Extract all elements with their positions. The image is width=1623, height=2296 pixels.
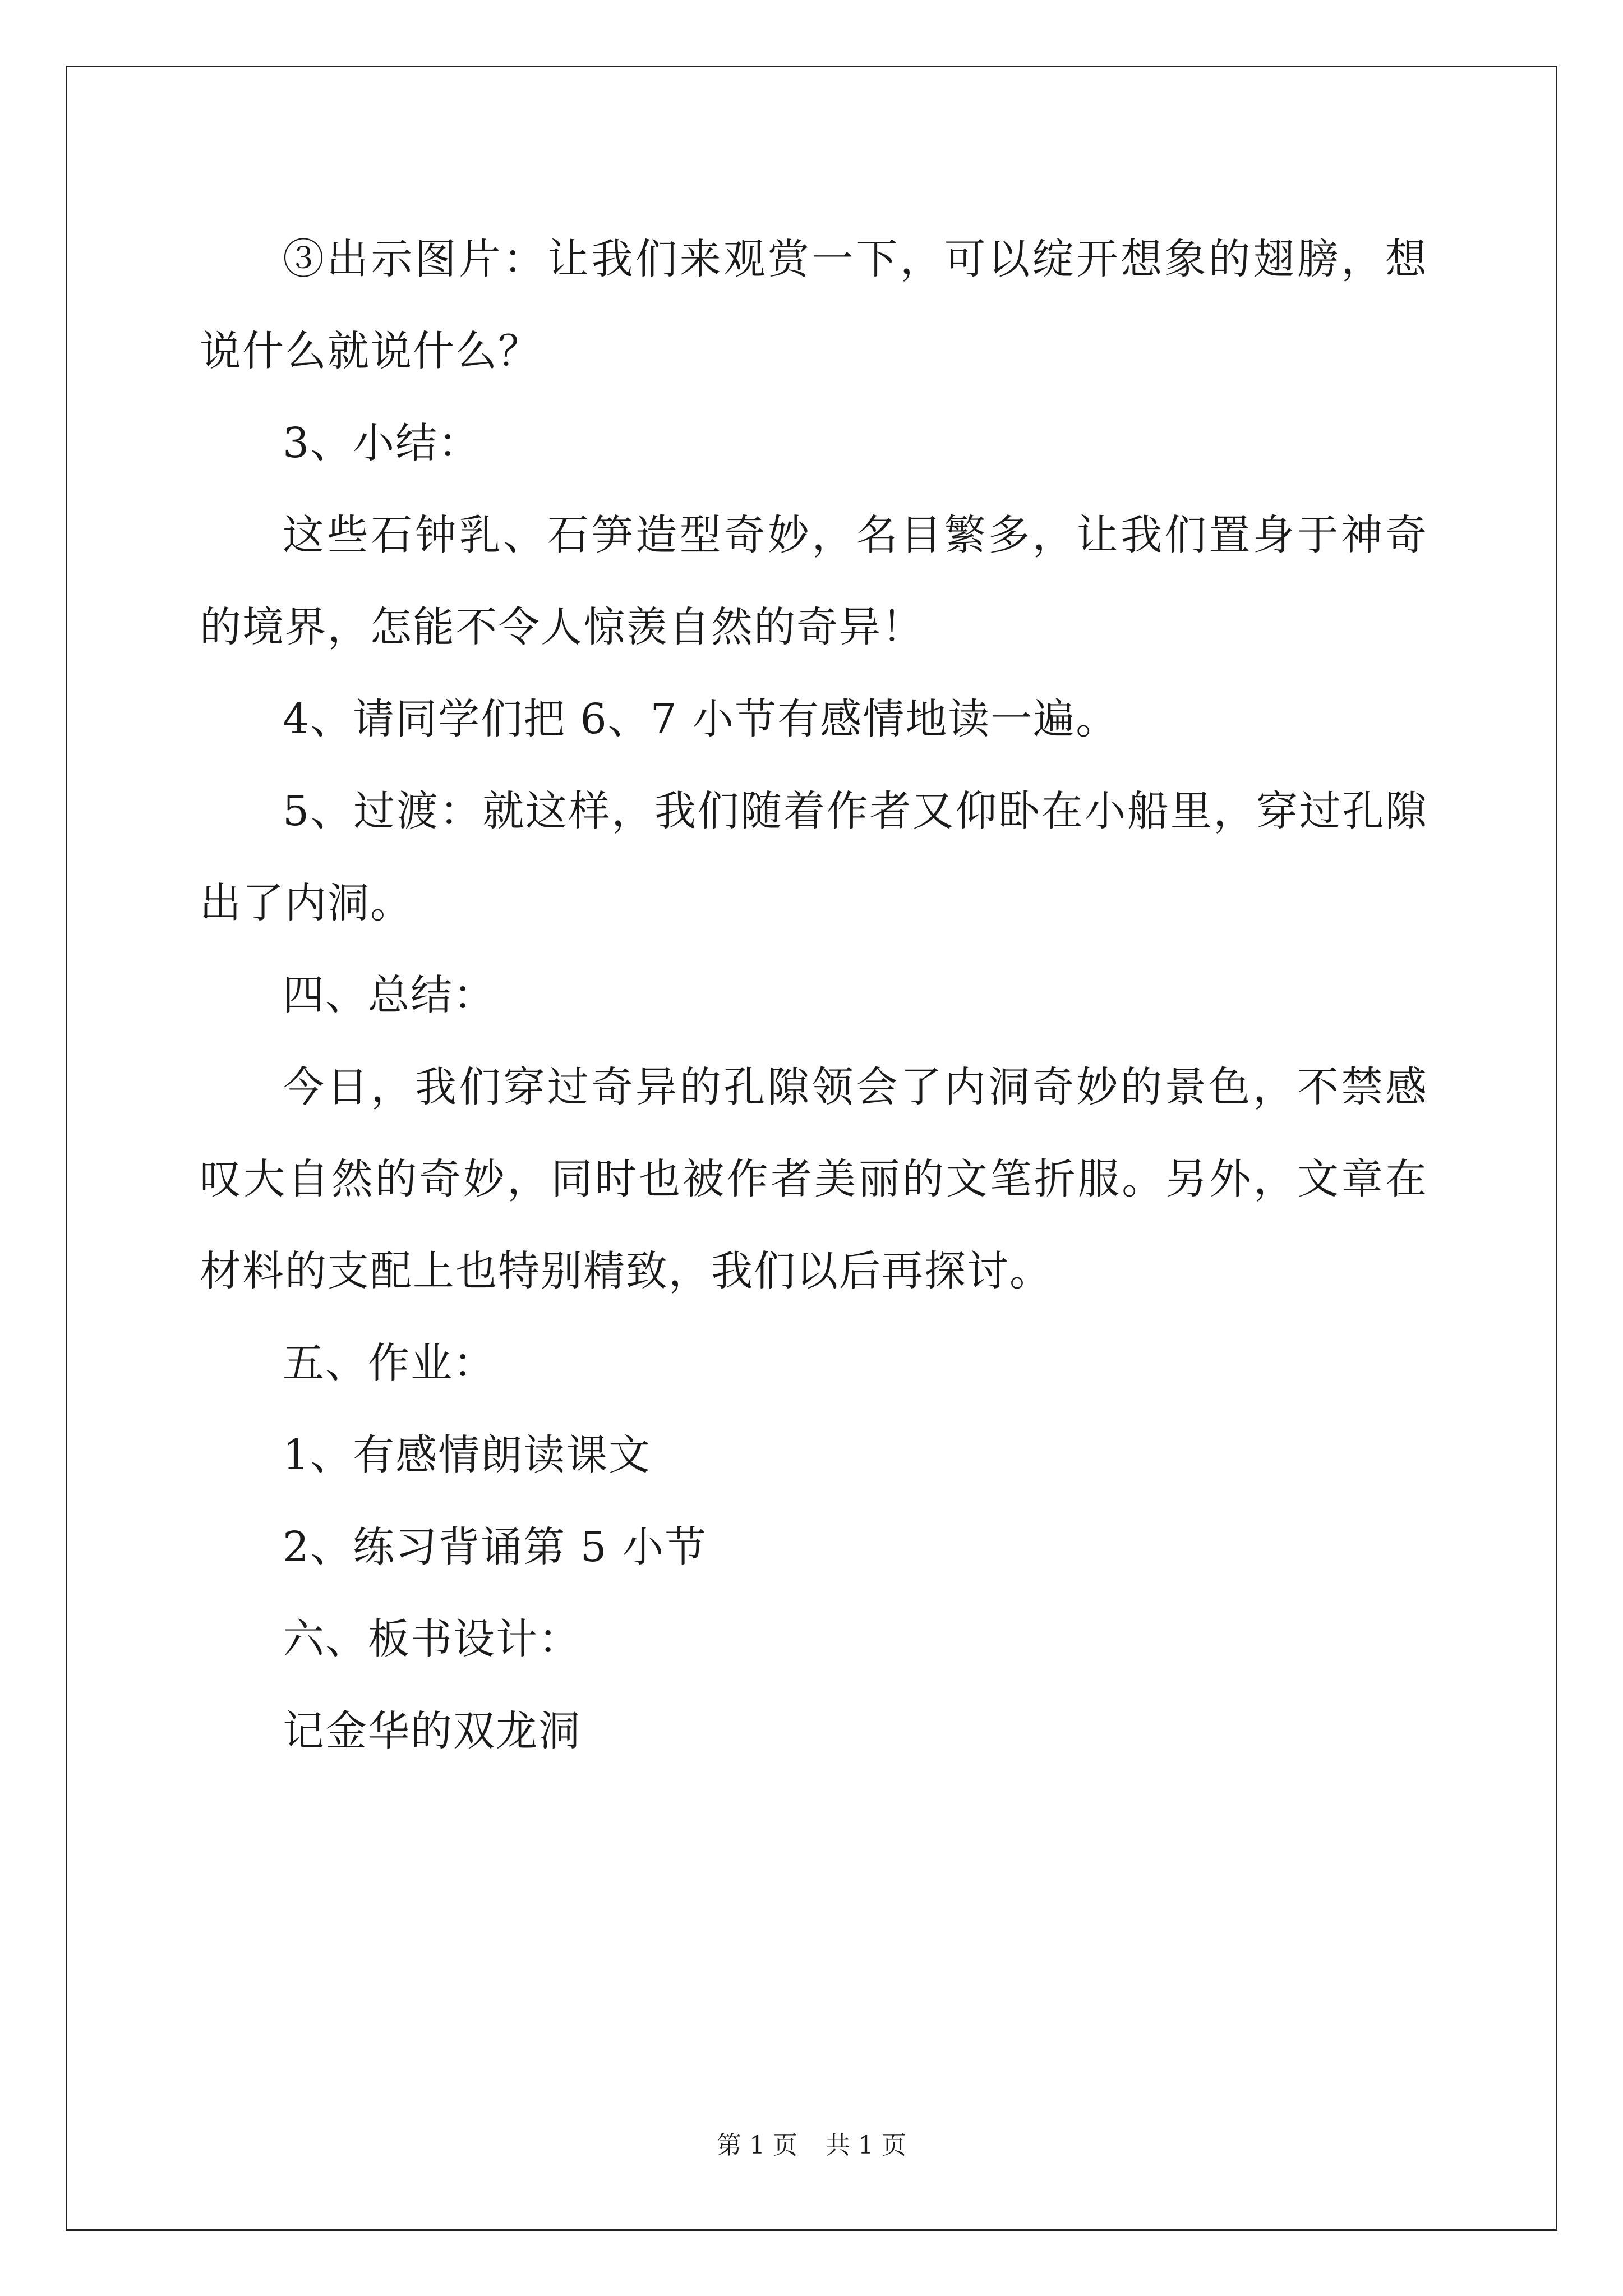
board-design-title: 记金华的双龙洞 <box>283 1707 581 1755</box>
paragraph-conclusion-text: 今日，我们穿过奇异的孔隙领会了内洞奇妙的景色，不禁感叹大自然的奇妙，同时也被作者美丽的文笔折服。另外，文章在材料的支配上也特别精致，我们以后再探讨。 <box>200 1063 1428 1295</box>
paragraph-summary-heading: 3、小结： <box>283 419 481 467</box>
paragraph-transition: 5、过渡：就这样，我们随着作者又仰卧在小船里，穿过孔隙出了内洞。 <box>200 787 1428 927</box>
section-conclusion-heading: 四、总结： <box>283 971 496 1019</box>
homework-item-2: 2、练习背诵第 5 小节 <box>283 1523 708 1571</box>
page-number-current: 第 1 页 <box>717 2131 797 2160</box>
page-number-total: 共 1 页 <box>826 2131 906 2160</box>
section-board-design-heading: 六、板书设计： <box>283 1615 581 1663</box>
section-homework-heading: 五、作业： <box>283 1339 496 1387</box>
document-body <box>200 213 1428 1777</box>
paragraph-show-picture: ③出示图片：让我们来观赏一下，可以绽开想象的翅膀，想说什么就说什么？ <box>200 235 1428 375</box>
paragraph-read-aloud: 4、请同学们把 6、7 小节有感情地读一遍。 <box>283 695 1119 743</box>
paragraph-summary-text: 这些石钟乳、石笋造型奇妙，名目繁多，让我们置身于神奇的境界，怎能不令人惊羡自然的奇异！ <box>200 511 1428 651</box>
homework-item-1: 1、有感情朗读课文 <box>283 1431 652 1479</box>
page-footer <box>0 2129 1623 2162</box>
